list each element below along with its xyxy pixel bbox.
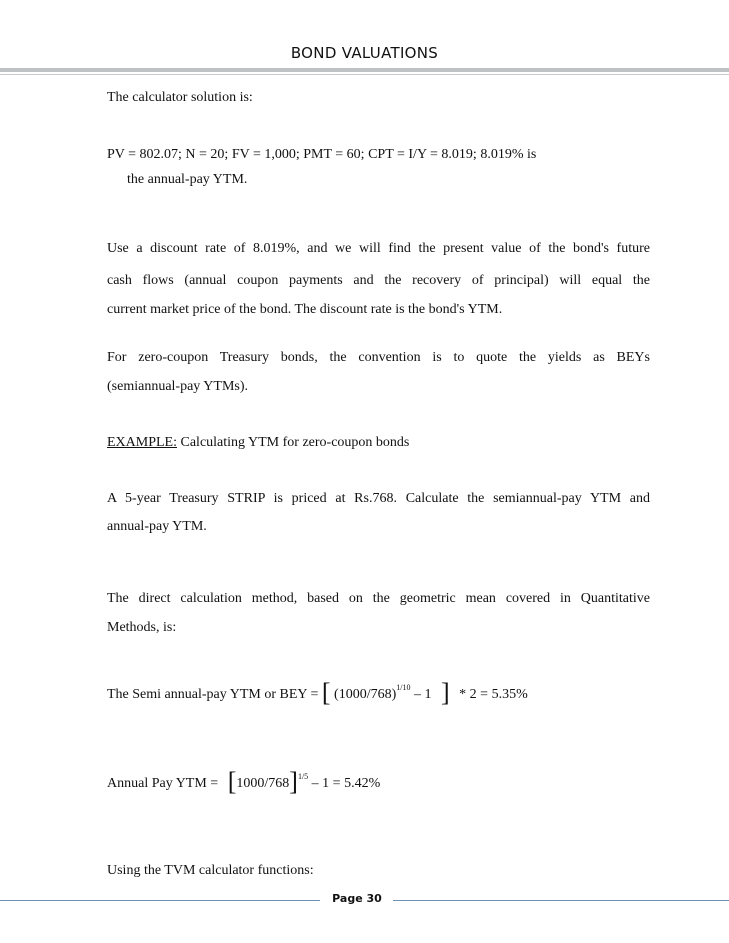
formula-annual-exponent: 1/5 (297, 772, 309, 781)
paragraph-zero-coupon-line2: (semiannual-pay YTMs). (107, 379, 248, 394)
formula-annual-base: 1000/768 (236, 776, 290, 791)
example-label: EXAMPLE: (107, 435, 177, 450)
paragraph-direct-method-line2: Methods, is: (107, 620, 177, 635)
formula-annual-label: Annual Pay YTM = (107, 776, 219, 791)
footer-rule-left (0, 900, 320, 901)
page-header-title: BOND VALUATIONS (290, 44, 439, 62)
formula-semiannual-label: The Semi annual-pay YTM or BEY = (107, 687, 319, 702)
header-rule (0, 68, 729, 72)
header-rule-thin (0, 74, 729, 75)
paragraph-calculator-inputs: PV = 802.07; N = 20; FV = 1,000; PMT = 60; CPT = I/Y = 8.019; 8.019% is (107, 147, 537, 162)
formula-semiannual-ytm (107, 675, 528, 705)
formula-semiannual-result: * 2 = 5.35% (459, 687, 528, 702)
paragraph-zero-coupon-line1: For zero-coupon Treasury bonds, the convention is to quote the yields as BEYs (107, 350, 650, 365)
formula-semiannual-base: (1000/768) (334, 687, 397, 702)
page-number: Page 30 (332, 892, 382, 905)
formula-annual-ytm (107, 764, 380, 794)
paragraph-calculator-result: the annual-pay YTM. (127, 172, 248, 187)
formula-semiannual-close-bracket: ] (441, 678, 450, 707)
paragraph-discount-line2: cash flows (annual coupon payments and the recovery of principal) will equal the (107, 273, 650, 288)
example-title: Calculating YTM for zero-coupon bonds (180, 435, 410, 450)
formula-annual-close-bracket: ] (289, 767, 298, 796)
formula-semiannual-minus-one: – 1 (414, 687, 432, 702)
formula-semiannual-open-bracket: [ (321, 678, 331, 707)
paragraph-direct-method-line1: The direct calculation method, based on the geometric mean covered in Quantitative (107, 591, 650, 606)
paragraph-tvm-intro: Using the TVM calculator functions: (107, 863, 314, 878)
paragraph-strip-line1: A 5-year Treasury STRIP is priced at Rs.768. Calculate the semiannual-pay YTM and (107, 491, 650, 506)
paragraph-calculator-intro: The calculator solution is: (107, 90, 253, 105)
example-heading (107, 435, 409, 451)
paragraph-discount-line3: current market price of the bond. The discount rate is the bond's YTM. (107, 302, 503, 317)
footer-rule-right (393, 900, 729, 901)
formula-semiannual-exponent: 1/10 (396, 683, 411, 692)
paragraph-discount-line1: Use a discount rate of 8.019%, and we will find the present value of the bond's future (107, 241, 650, 256)
paragraph-strip-line2: annual-pay YTM. (107, 519, 207, 534)
formula-annual-result: – 1 = 5.42% (311, 776, 381, 791)
formula-annual-open-bracket: [ (227, 767, 237, 796)
